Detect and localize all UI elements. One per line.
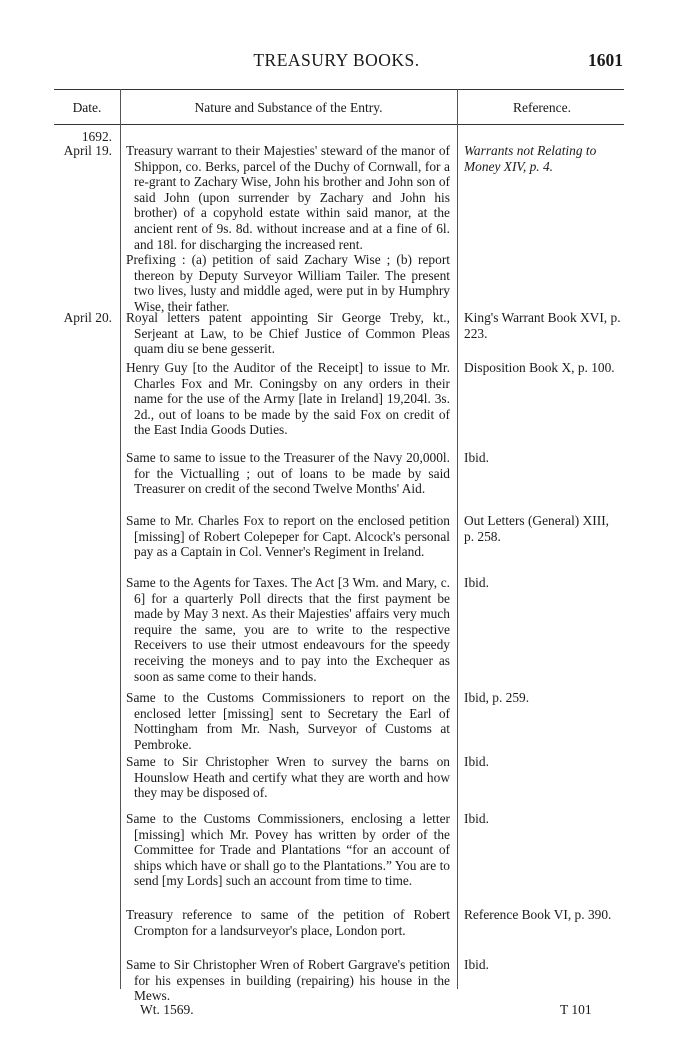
entry-date: April 20. [63,310,112,325]
page-number: 1601 [588,50,623,70]
entry-paragraph: Same to Sir Christopher Wren of Robert Gargrave's petition for his expenses in building (repairing) his house in the Mews. [126,957,450,1004]
entry-reference: Ibid. [464,957,489,972]
entry-text [120,360,450,438]
entry-reference: Disposition Book X, p. 100. [464,360,615,375]
entry-date-year: 1692. [81,129,112,144]
entry-reference: Ibid. [464,450,489,465]
entry-paragraph: Same to the Agents for Taxes. The Act [3 Wm. and Mary, c. 6] for a quarterly Poll directs that the first payment be made by May 3 next. As their Majesties' affairs very much require the same, you are to write to the respective Receivers to use their utmost endeavours for the speedy receiving the moneys and to pay into the Exchequer as soon as same come to their hands. [126,575,450,684]
header-rule-top [54,89,624,90]
running-title: TREASURY BOOKS. [253,50,420,70]
column-header-date: Date. [72,100,102,115]
entry-paragraph: Prefixing : (a) petition of said Zachary Wise ; (b) report thereon by Deputy Surveyor William Tailer. The present two lives, lusty and middle aged, were put in by Humphry Wise, their father. [126,252,450,314]
entry-reference: Ibid, p. 259. [464,690,530,705]
header-rule-bottom [54,124,624,125]
entry-text [120,310,450,357]
entry-text [120,513,450,560]
entry-reference: Ibid. [464,811,489,826]
entry-paragraph: Henry Guy [to the Auditor of the Receipt] to issue to Mr. Charles Fox and Mr. Coningsby on any orders in their name for the use of the Army [late in Ireland] 19,204l. 3s. 2d., out of loans to be made by the said Fox on credit of the East India Goods Duties. [126,360,450,438]
entry-reference: King's Warrant Book XVI, p. 223. [464,310,621,341]
entry-text [120,450,450,497]
entry-paragraph: Same to the Customs Commissioners to report on the enclosed letter [missing] sent to Secretary the Earl of Nottingham from Mr. Nash, Surveyor of Customs at Pembroke. [126,690,450,752]
entry-paragraph: Treasury reference to same of the petition of Robert Crompton for a landsurveyor's place, London port. [126,907,450,938]
entry-text [120,811,450,889]
entry-reference: Warrants not Relating to Money XIV, p. 4. [464,143,597,174]
entry-paragraph: Same to the Customs Commissioners, enclosing a letter [missing] which Mr. Povey has written by order of the Committee for Trade and Plantations “for an account of ships which have or shall go to the Plantations.” You are to send [my Lords] such an account from time to time. [126,811,450,889]
entry-date: April 19. [63,143,112,158]
entry-paragraph: Same to same to issue to the Treasurer of the Navy 20,000l. for the Victualling ; out of loans to be made by said Treasurer on credit of the second Twelve Months' Aid. [126,450,450,497]
entry-text [120,907,450,938]
entry-text [120,575,450,684]
entry-reference: Reference Book VI, p. 390. [464,907,612,922]
column-divider-2 [457,89,458,989]
entry-text [120,143,450,315]
entry-reference: Out Letters (General) XIII, p. 258. [464,513,609,544]
entry-text [120,690,450,752]
column-header-nature: Nature and Substance of the Entry. [194,100,383,115]
entry-paragraph: Treasury warrant to their Majesties' steward of the manor of Shippon, co. Berks, parcel of the Duchy of Cornwall, for a re-grant to Zachary Wise, John his brother and John son of said John (upon surrender by Zachary and John his brother) of a copyhold estate within said manor, at the ancient rent of 9s. 8d. without increase and at a fine of 6l. and 18l. for discharging the increased rent. [126,143,450,252]
entry-paragraph: Same to Mr. Charles Fox to report on the enclosed petition [missing] of Robert Colepeper for Capt. Alcock's personal pay as a Captain in Col. Venner's Regiment in Ireland. [126,513,450,560]
entry-reference: Ibid. [464,754,489,769]
footer-signature-right: T 101 [560,1002,592,1017]
entry-paragraph: Royal letters patent appointing Sir George Treby, kt., Serjeant at Law, to be Chief Justice of Common Pleas quam diu se bene gesserit. [126,310,450,357]
entry-paragraph: Same to Sir Christopher Wren to survey the barns on Hounslow Heath and certify what they are worth and how they may be disposed of. [126,754,450,801]
column-header-reference: Reference. [512,100,572,115]
entry-text [120,754,450,801]
entry-text [120,957,450,1004]
footer-signature: Wt. 1569. [140,1002,194,1017]
entry-reference: Ibid. [464,575,489,590]
